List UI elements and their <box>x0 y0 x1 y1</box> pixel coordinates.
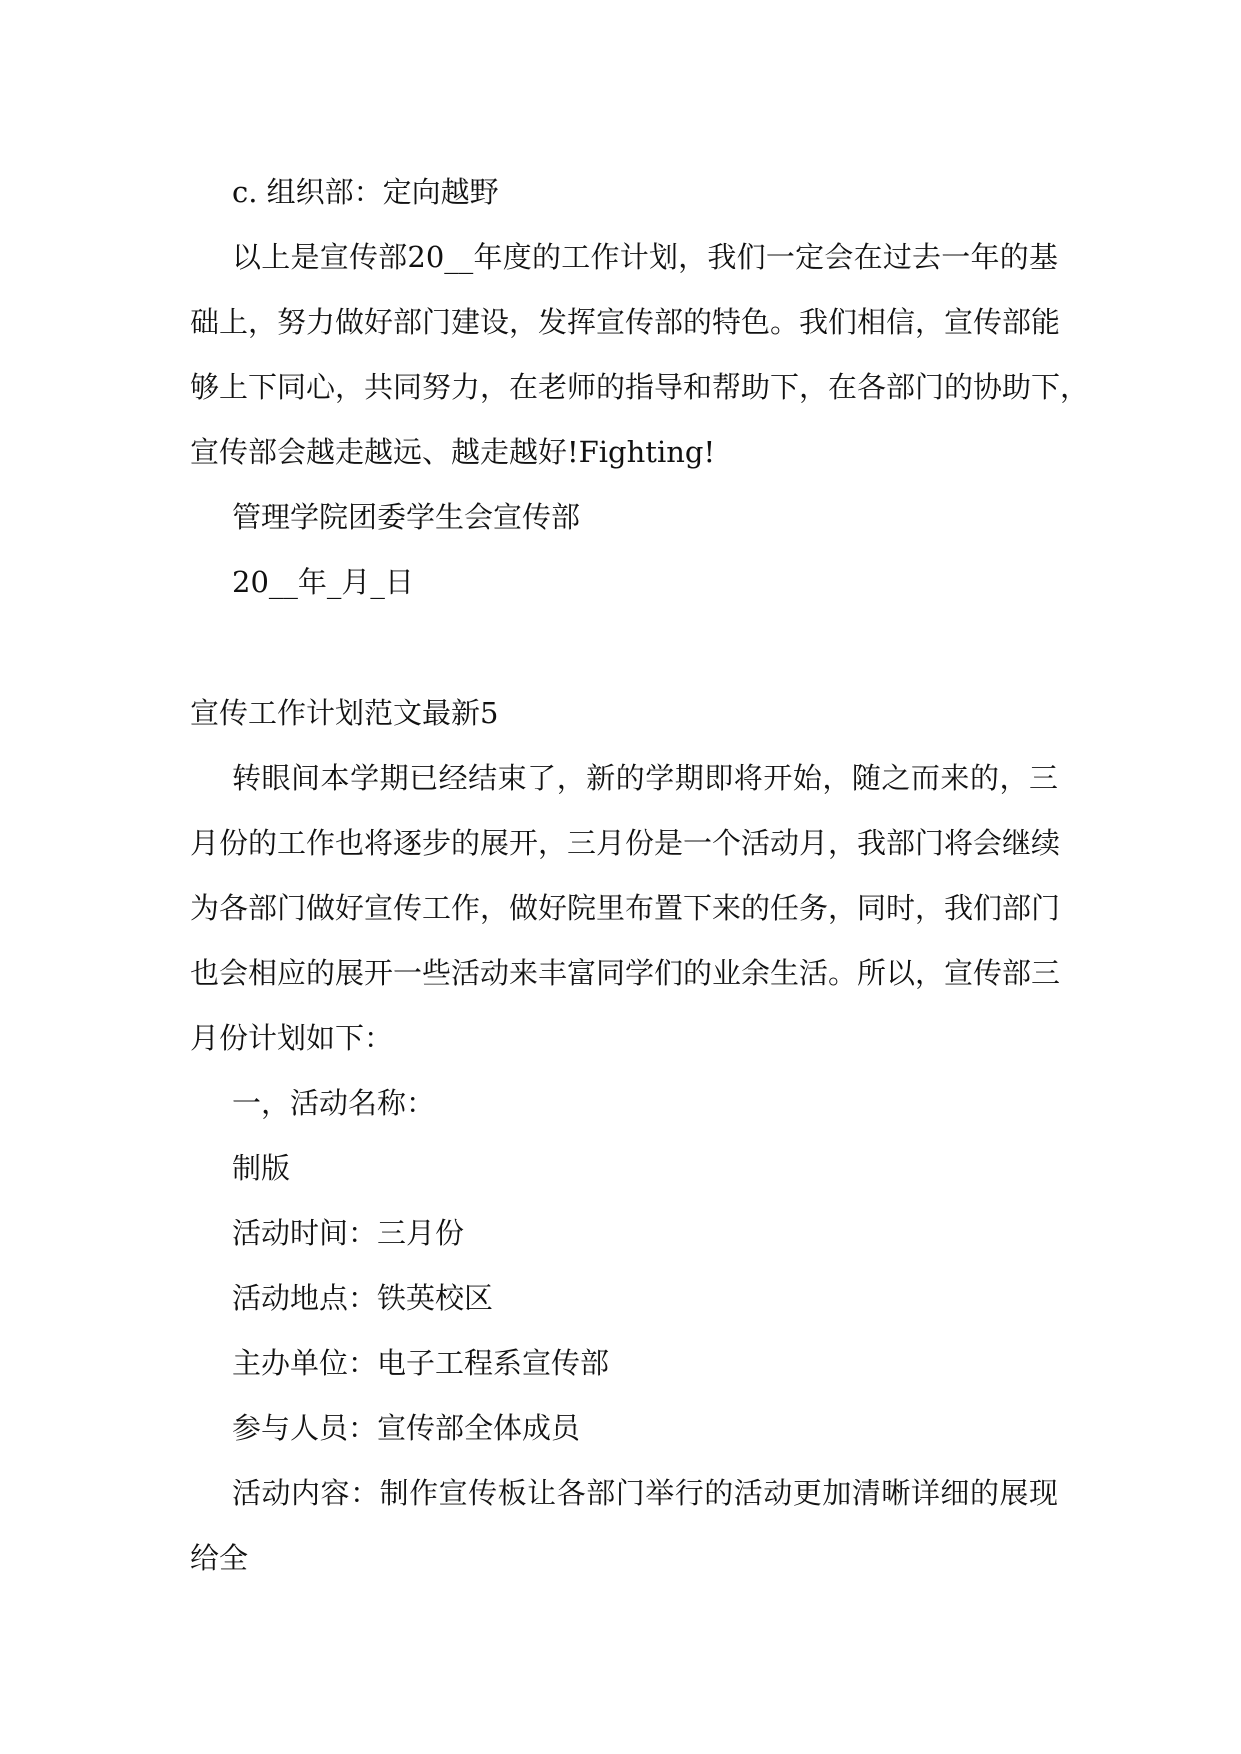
activity-name: 制版 <box>232 1151 291 1185</box>
section-gap <box>190 615 1058 681</box>
summary-line-3: 够上下同心，共同努力，在老师的指导和帮助下，在各部门的协助下， <box>190 370 1090 404</box>
signature-org: 管理学院团委学生会宣传部 <box>232 500 581 534</box>
intro-line-3: 为各部门做好宣传工作，做好院里布置下来的任务，同时，我们部门 <box>190 891 1061 925</box>
intro-line-5: 月份计划如下： <box>190 1021 394 1055</box>
summary-line-2: 础上，努力做好部门建设，发挥宣传部的特色。我们相信，宣传部能 <box>190 305 1061 339</box>
activity-host: 主办单位：电子工程系宣传部 <box>232 1346 610 1380</box>
intro-line-4: 也会相应的展开一些活动来丰富同学们的业余生活。所以，宣传部三 <box>190 956 1061 990</box>
activity-content-line-2: 给全 <box>190 1541 249 1575</box>
activity-participants: 参与人员：宣传部全体成员 <box>232 1411 581 1445</box>
section-heading: 宣传工作计划范文最新5 <box>190 696 499 730</box>
signature-date: 20__年_月_日 <box>232 565 414 599</box>
summary-line-4: 宣传部会越走越远、越走越好!Fighting! <box>190 435 716 469</box>
activity-time: 活动时间：三月份 <box>232 1216 465 1250</box>
intro-line-2: 月份的工作也将逐步的展开，三月份是一个活动月，我部门将会继续 <box>190 826 1061 860</box>
section-c-line: c. 组织部：定向越野 <box>232 175 499 209</box>
activity-place: 活动地点：铁英校区 <box>232 1281 494 1315</box>
intro-line-1: 转眼间本学期已经结束了，新的学期即将开始，随之而来的，三 <box>232 761 1058 795</box>
document-page <box>190 160 1090 1591</box>
activity-content-line-1: 活动内容：制作宣传板让各部门举行的活动更加清晰详细的展现 <box>232 1476 1058 1510</box>
activity-heading: 一，活动名称： <box>232 1086 436 1120</box>
summary-line-1: 以上是宣传部20__年度的工作计划，我们一定会在过去一年的基 <box>232 240 1058 274</box>
